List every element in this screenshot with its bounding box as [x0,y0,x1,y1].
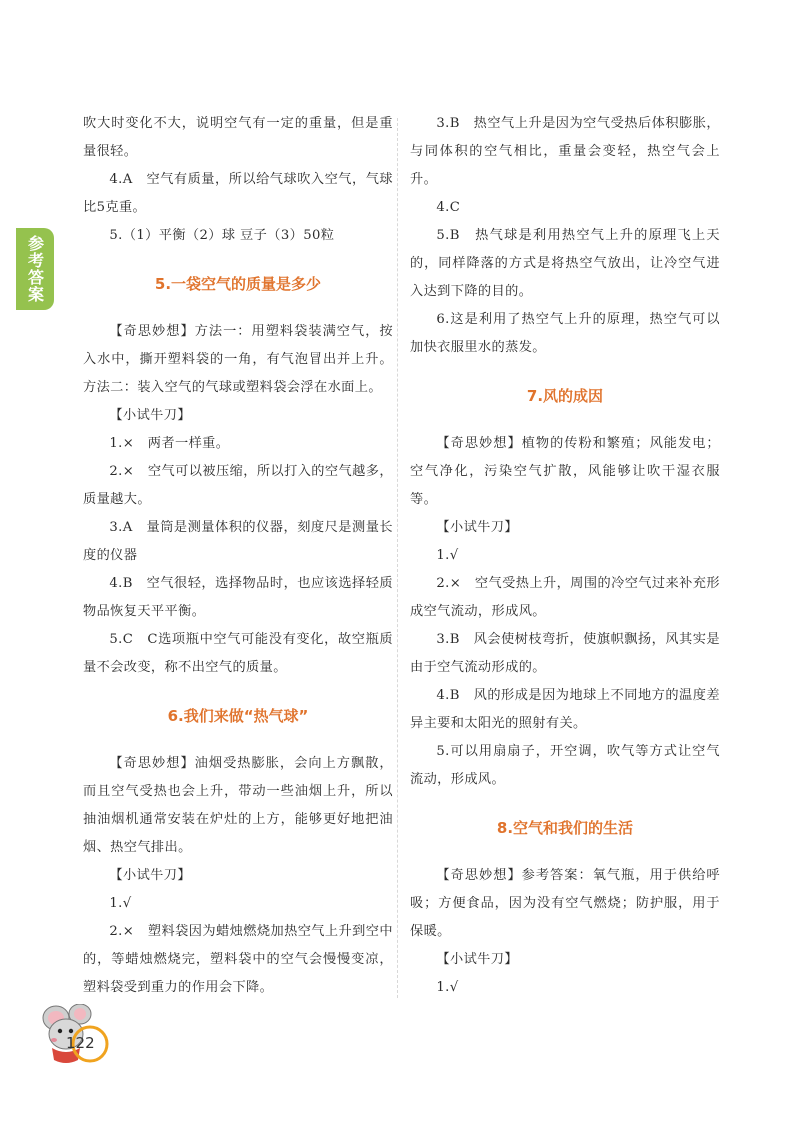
paragraph: 6.这是利用了热空气上升的原理，热空气可以加快衣服里水的蒸发。 [410,312,720,355]
paragraph: 【奇思妙想】参考答案：氧气瓶，用于供给呼吸；方便食品，因为没有空气燃烧；防护服，用于保暖。 [410,868,720,939]
paragraph: 5.可以用扇扇子，开空调，吹气等方式让空气流动，形成风。 [410,744,720,787]
right-column [410,110,720,1002]
paragraph: 【小试牛刀】 [436,952,518,967]
paragraph: 2.× 空气受热上升，周围的冷空气过来补充形成空气流动，形成风。 [410,576,720,619]
paragraph: 4.C [436,200,461,215]
paragraph: 【奇思妙想】方法一：用塑料袋装满空气，按入水中，撕开塑料袋的一角，有气泡冒出并上升。方法二：装入空气的气球或塑料袋会浮在水面上。 [83,324,393,395]
paragraph: 【小试牛刀】 [109,408,191,423]
paragraph: 3.B 风会使树枝弯折，使旗帜飘扬，风其实是由于空气流动形成的。 [410,632,720,675]
paragraph: 3.B 热空气上升是因为空气受热后体积膨胀，与同体积的空气相比，重量会变轻，热空气会上升。 [410,116,720,187]
paragraph: 1.× 两者一样重。 [109,436,230,451]
paragraph: 1.√ [436,980,459,995]
paragraph: 2.× 塑料袋因为蜡烛燃烧加热空气上升到空中的，等蜡烛燃烧完，塑料袋中的空气会慢慢变凉，塑料袋受到重力的作用会下降。 [83,924,393,995]
paragraph: 【奇思妙想】油烟受热膨胀，会向上方飘散，而且空气受热也会上升，带动一些油烟上升，所以抽油烟机通常安装在炉灶的上方，能够更好地把油烟、热空气排出。 [83,756,393,855]
side-tab-label: 参考答案 [25,235,45,303]
paragraph: 【奇思妙想】植物的传粉和繁殖；风能发电；空气净化，污染空气扩散，风能够让吹干湿衣服等。 [410,436,720,507]
paragraph: 5.C C选项瓶中空气可能没有变化，故空瓶质量不会改变，称不出空气的质量。 [83,632,393,675]
section-heading: 7.风的成因 [526,387,604,405]
column-divider [397,118,398,998]
paragraph: 4.B 空气很轻，选择物品时，也应该选择轻质物品恢复天平平衡。 [83,576,393,619]
paragraph: 【小试牛刀】 [436,520,518,535]
paragraph: 4.A 空气有质量，所以给气球吹入空气，气球比5克重。 [83,172,393,215]
paragraph: 1.√ [109,896,132,911]
paragraph: 3.A 量筒是测量体积的仪器，刻度尺是测量长度的仪器 [83,520,393,563]
paragraph: 5.B 热气球是利用热空气上升的原理飞上天的，同样降落的方式是将热空气放出，让冷空气进入达到下降的目的。 [410,228,720,299]
paragraph: 吹大时变化不大，说明空气有一定的重量，但是重量很轻。 [83,116,393,159]
paragraph: 5.（1）平衡（2）球 豆子（3）50粒 [109,228,335,243]
paragraph: 2.× 空气可以被压缩，所以打入的空气越多，质量越大。 [83,464,393,507]
side-tab-answers [16,228,54,310]
section-heading: 8.空气和我们的生活 [496,819,634,837]
paragraph: 【小试牛刀】 [109,868,191,883]
paragraph: 4.B 风的形成是因为地球上不同地方的温度差异主要和太阳光的照射有关。 [410,688,720,731]
section-heading: 5.一袋空气的质量是多少 [154,275,322,293]
left-column [83,110,393,1002]
section-heading: 6.我们来做“热气球” [167,707,309,725]
page-number: 122 [66,1034,95,1052]
paragraph: 1.√ [436,548,459,563]
